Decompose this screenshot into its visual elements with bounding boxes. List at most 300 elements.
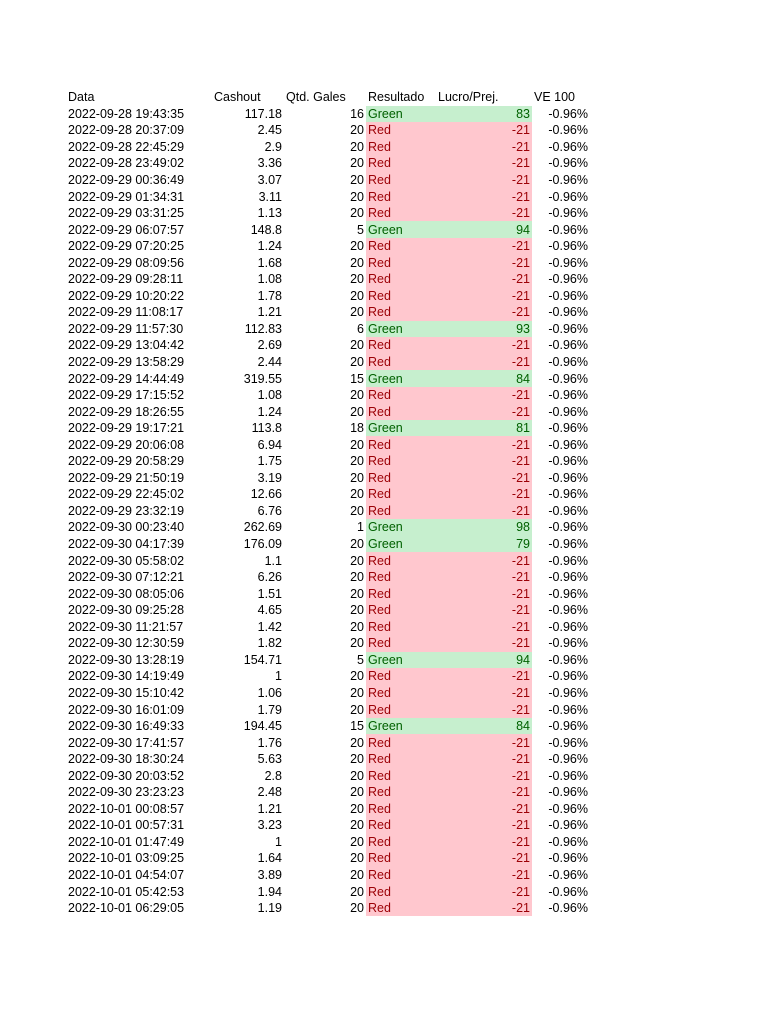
cell-lucro: -21 xyxy=(436,585,532,602)
cell-cashout: 2.8 xyxy=(264,768,282,783)
cell-cashout: 1.24 xyxy=(257,239,282,254)
cell-lucro: -21 xyxy=(436,403,532,420)
cell-ve: -0.96% xyxy=(548,503,588,518)
cell-cashout: 6.94 xyxy=(257,437,282,452)
cell-gales: 20 xyxy=(350,305,364,320)
cell-data: 2022-09-29 13:04:42 xyxy=(68,338,185,353)
table-row xyxy=(66,354,590,371)
cell-resultado: Red xyxy=(366,784,436,801)
cell-resultado: Red xyxy=(366,122,436,139)
cell-lucro: -21 xyxy=(436,602,532,619)
cell-cashout: 3.89 xyxy=(257,867,282,882)
cell-gales: 20 xyxy=(350,255,364,270)
cell-gales: 20 xyxy=(350,702,364,717)
cell-gales: 20 xyxy=(350,834,364,849)
cell-resultado: Red xyxy=(366,205,436,222)
cell-gales: 6 xyxy=(357,321,364,336)
cell-lucro: 84 xyxy=(436,370,532,387)
cell-resultado: Green xyxy=(366,652,436,669)
cell-ve: -0.96% xyxy=(548,106,588,121)
cell-lucro: -21 xyxy=(436,205,532,222)
cell-ve: -0.96% xyxy=(548,355,588,370)
cell-data: 2022-09-29 03:31:25 xyxy=(68,206,185,221)
cell-data: 2022-10-01 00:08:57 xyxy=(68,801,185,816)
table-row xyxy=(66,321,590,338)
cell-lucro: -21 xyxy=(436,817,532,834)
header-row xyxy=(66,89,590,106)
table-row xyxy=(66,519,590,536)
cell-ve: -0.96% xyxy=(548,520,588,535)
table-row xyxy=(66,420,590,437)
cell-resultado: Red xyxy=(366,387,436,404)
cell-cashout: 1 xyxy=(275,834,282,849)
cell-data: 2022-09-28 23:49:02 xyxy=(68,156,185,171)
cell-lucro: -21 xyxy=(436,850,532,867)
cell-ve: -0.96% xyxy=(548,305,588,320)
cell-lucro: -21 xyxy=(436,668,532,685)
table-row xyxy=(66,155,590,172)
cell-resultado: Green xyxy=(366,718,436,735)
cell-cashout: 3.19 xyxy=(257,470,282,485)
cell-lucro: -21 xyxy=(436,552,532,569)
cell-ve: -0.96% xyxy=(548,288,588,303)
table-row xyxy=(66,470,590,487)
cell-resultado: Red xyxy=(366,668,436,685)
cell-lucro: -21 xyxy=(436,122,532,139)
cell-ve: -0.96% xyxy=(548,404,588,419)
table-row xyxy=(66,337,590,354)
cell-ve: -0.96% xyxy=(548,619,588,634)
cell-lucro: 81 xyxy=(436,420,532,437)
cell-gales: 15 xyxy=(350,719,364,734)
cell-data: 2022-09-30 12:30:59 xyxy=(68,636,185,651)
cell-gales: 20 xyxy=(350,206,364,221)
cell-ve: -0.96% xyxy=(548,785,588,800)
cell-data: 2022-09-29 09:28:11 xyxy=(68,272,184,287)
cell-resultado: Red xyxy=(366,403,436,420)
cell-lucro: -21 xyxy=(436,436,532,453)
cell-cashout: 1 xyxy=(275,669,282,684)
cell-resultado: Red xyxy=(366,867,436,884)
cell-cashout: 113.8 xyxy=(251,421,282,436)
cell-ve: -0.96% xyxy=(548,487,588,502)
cell-lucro: -21 xyxy=(436,701,532,718)
cell-data: 2022-09-30 17:41:57 xyxy=(68,735,185,750)
cell-resultado: Red xyxy=(366,767,436,784)
cell-gales: 20 xyxy=(350,288,364,303)
cell-ve: -0.96% xyxy=(548,421,588,436)
cell-ve: -0.96% xyxy=(548,338,588,353)
cell-cashout: 1.19 xyxy=(257,901,282,916)
cell-gales: 20 xyxy=(350,818,364,833)
cell-lucro: 94 xyxy=(436,652,532,669)
cell-lucro: 83 xyxy=(436,106,532,123)
table-row xyxy=(66,850,590,867)
table-row xyxy=(66,288,590,305)
cell-resultado: Red xyxy=(366,238,436,255)
cell-lucro: 93 xyxy=(436,321,532,338)
cell-data: 2022-09-29 10:20:22 xyxy=(68,288,185,303)
cell-resultado: Red xyxy=(366,685,436,702)
cell-cashout: 1.94 xyxy=(257,884,282,899)
cell-cashout: 176.09 xyxy=(243,537,282,552)
cell-resultado: Red xyxy=(366,734,436,751)
cell-gales: 1 xyxy=(357,520,364,535)
table-row xyxy=(66,486,590,503)
header-resultado: Resultado xyxy=(368,90,425,105)
cell-gales: 20 xyxy=(350,636,364,651)
cell-resultado: Red xyxy=(366,635,436,652)
cell-lucro: 79 xyxy=(436,536,532,553)
cell-cashout: 4.65 xyxy=(257,603,282,618)
cell-data: 2022-09-30 23:23:23 xyxy=(68,785,185,800)
cell-lucro: -21 xyxy=(436,288,532,305)
cell-cashout: 1.64 xyxy=(257,851,282,866)
cell-ve: -0.96% xyxy=(548,139,588,154)
cell-cashout: 1.79 xyxy=(257,702,282,717)
table-row xyxy=(66,834,590,851)
cell-cashout: 2.9 xyxy=(264,139,282,154)
table-row xyxy=(66,817,590,834)
cell-resultado: Red xyxy=(366,619,436,636)
table-row xyxy=(66,172,590,189)
cell-cashout: 1.68 xyxy=(257,255,282,270)
cell-cashout: 3.07 xyxy=(257,173,282,187)
cell-resultado: Red xyxy=(366,486,436,503)
cell-ve: -0.96% xyxy=(548,901,588,916)
cell-data: 2022-10-01 03:09:25 xyxy=(68,851,185,866)
cell-cashout: 1.76 xyxy=(257,735,282,750)
table-row xyxy=(66,718,590,735)
cell-cashout: 1.51 xyxy=(257,586,282,601)
cell-ve: -0.96% xyxy=(548,867,588,882)
cell-resultado: Red xyxy=(366,701,436,718)
cell-data: 2022-10-01 04:54:07 xyxy=(68,867,185,882)
cell-lucro: -21 xyxy=(436,271,532,288)
cell-resultado: Red xyxy=(366,470,436,487)
cell-data: 2022-09-29 13:58:29 xyxy=(68,355,185,370)
cell-cashout: 1.13 xyxy=(257,206,282,221)
cell-gales: 20 xyxy=(350,768,364,783)
cell-cashout: 1.08 xyxy=(257,272,282,287)
cell-lucro: -21 xyxy=(436,834,532,851)
table-row xyxy=(66,801,590,818)
cell-gales: 20 xyxy=(350,619,364,634)
header-gales: Qtd. Gales xyxy=(286,90,346,105)
cell-data: 2022-09-29 17:15:52 xyxy=(68,388,185,403)
cell-lucro: -21 xyxy=(436,188,532,205)
cell-resultado: Green xyxy=(366,106,436,123)
table-row xyxy=(66,585,590,602)
cell-resultado: Red xyxy=(366,288,436,305)
cell-resultado: Red xyxy=(366,602,436,619)
cell-resultado: Red xyxy=(366,139,436,156)
table-row xyxy=(66,701,590,718)
cell-data: 2022-09-29 00:36:49 xyxy=(68,173,185,187)
header-data: Data xyxy=(68,90,95,105)
cell-ve: -0.96% xyxy=(548,818,588,833)
cell-cashout: 1.24 xyxy=(257,404,282,419)
table-row xyxy=(66,552,590,569)
cell-data: 2022-09-29 14:44:49 xyxy=(68,371,185,386)
results-table xyxy=(66,89,590,916)
cell-data: 2022-09-28 19:43:35 xyxy=(68,106,185,121)
cell-data: 2022-09-29 08:09:56 xyxy=(68,255,185,270)
cell-gales: 20 xyxy=(350,239,364,254)
cell-gales: 20 xyxy=(350,123,364,138)
cell-lucro: -21 xyxy=(436,883,532,900)
cell-resultado: Green xyxy=(366,536,436,553)
cell-gales: 20 xyxy=(350,537,364,552)
table-row xyxy=(66,900,590,917)
cell-cashout: 5.63 xyxy=(257,752,282,767)
table-row xyxy=(66,254,590,271)
table-row xyxy=(66,751,590,768)
table-row xyxy=(66,139,590,156)
table-row xyxy=(66,221,590,238)
cell-resultado: Green xyxy=(366,420,436,437)
cell-resultado: Red xyxy=(366,883,436,900)
cell-lucro: -21 xyxy=(436,734,532,751)
cell-gales: 20 xyxy=(350,553,364,568)
cell-lucro: -21 xyxy=(436,767,532,784)
cell-gales: 20 xyxy=(350,867,364,882)
table-row xyxy=(66,784,590,801)
cell-lucro: -21 xyxy=(436,254,532,271)
table-body xyxy=(66,106,590,917)
cell-cashout: 1.21 xyxy=(257,801,282,816)
cell-data: 2022-09-30 07:12:21 xyxy=(68,570,185,585)
cell-resultado: Red xyxy=(366,337,436,354)
cell-ve: -0.96% xyxy=(548,156,588,171)
table-row xyxy=(66,767,590,784)
cell-resultado: Red xyxy=(366,172,436,189)
cell-ve: -0.96% xyxy=(548,586,588,601)
cell-lucro: -21 xyxy=(436,751,532,768)
cell-lucro: -21 xyxy=(436,304,532,321)
cell-ve: -0.96% xyxy=(548,321,588,336)
cell-gales: 20 xyxy=(350,884,364,899)
cell-cashout: 2.69 xyxy=(257,338,282,353)
table-row xyxy=(66,602,590,619)
cell-data: 2022-10-01 06:29:05 xyxy=(68,901,185,916)
cell-resultado: Green xyxy=(366,221,436,238)
cell-resultado: Green xyxy=(366,519,436,536)
cell-cashout: 154.71 xyxy=(243,652,282,667)
cell-data: 2022-09-30 08:05:06 xyxy=(68,586,185,601)
cell-lucro: -21 xyxy=(436,619,532,636)
cell-cashout: 1.06 xyxy=(257,685,282,700)
cell-gales: 20 xyxy=(350,785,364,800)
cell-resultado: Red xyxy=(366,436,436,453)
cell-data: 2022-09-30 20:03:52 xyxy=(68,768,185,783)
table-row xyxy=(66,205,590,222)
table-row xyxy=(66,370,590,387)
table-row xyxy=(66,387,590,404)
cell-ve: -0.96% xyxy=(548,454,588,469)
cell-gales: 20 xyxy=(350,669,364,684)
cell-cashout: 112.83 xyxy=(244,321,282,336)
cell-gales: 20 xyxy=(350,801,364,816)
cell-lucro: -21 xyxy=(436,784,532,801)
cell-ve: -0.96% xyxy=(548,685,588,700)
cell-ve: -0.96% xyxy=(548,371,588,386)
cell-lucro: -21 xyxy=(436,337,532,354)
cell-ve: -0.96% xyxy=(548,768,588,783)
table-row xyxy=(66,668,590,685)
cell-resultado: Red xyxy=(366,503,436,520)
cell-cashout: 3.36 xyxy=(257,156,282,171)
cell-ve: -0.96% xyxy=(548,470,588,485)
cell-gales: 20 xyxy=(350,355,364,370)
cell-data: 2022-09-29 18:26:55 xyxy=(68,404,185,419)
cell-ve: -0.96% xyxy=(548,222,588,237)
cell-cashout: 6.26 xyxy=(257,570,282,585)
cell-ve: -0.96% xyxy=(548,123,588,138)
cell-lucro: -21 xyxy=(436,503,532,520)
table-row xyxy=(66,271,590,288)
cell-cashout: 1.82 xyxy=(257,636,282,651)
cell-ve: -0.96% xyxy=(548,752,588,767)
cell-data: 2022-09-30 16:01:09 xyxy=(68,702,185,717)
cell-gales: 20 xyxy=(350,735,364,750)
cell-ve: -0.96% xyxy=(548,884,588,899)
table-row xyxy=(66,436,590,453)
cell-cashout: 12.66 xyxy=(250,487,282,502)
cell-lucro: -21 xyxy=(436,172,532,189)
cell-cashout: 2.44 xyxy=(257,355,282,370)
cell-lucro: -21 xyxy=(436,453,532,470)
cell-data: 2022-10-01 00:57:31 xyxy=(68,818,185,833)
cell-data: 2022-09-30 13:28:19 xyxy=(68,652,185,667)
cell-ve: -0.96% xyxy=(548,702,588,717)
cell-ve: -0.96% xyxy=(548,437,588,452)
cell-ve: -0.96% xyxy=(548,189,588,204)
table-row xyxy=(66,503,590,520)
cell-cashout: 3.11 xyxy=(258,189,282,204)
cell-gales: 20 xyxy=(350,685,364,700)
cell-data: 2022-09-29 21:50:19 xyxy=(68,470,185,485)
cell-lucro: -21 xyxy=(436,867,532,884)
cell-resultado: Red xyxy=(366,254,436,271)
header-lucro: Lucro/Prej. xyxy=(438,90,499,105)
cell-ve: -0.96% xyxy=(548,272,588,287)
cell-lucro: -21 xyxy=(436,486,532,503)
cell-cashout: 6.76 xyxy=(257,503,282,518)
cell-lucro: -21 xyxy=(436,569,532,586)
cell-gales: 18 xyxy=(350,421,364,436)
cell-gales: 20 xyxy=(350,272,364,287)
cell-resultado: Red xyxy=(366,751,436,768)
cell-ve: -0.96% xyxy=(548,603,588,618)
cell-resultado: Red xyxy=(366,188,436,205)
cell-resultado: Red xyxy=(366,817,436,834)
table-row xyxy=(66,635,590,652)
cell-resultado: Red xyxy=(366,585,436,602)
cell-data: 2022-09-29 07:20:25 xyxy=(68,239,185,254)
cell-resultado: Red xyxy=(366,900,436,917)
cell-cashout: 1.75 xyxy=(257,454,282,469)
cell-lucro: -21 xyxy=(436,801,532,818)
cell-resultado: Red xyxy=(366,453,436,470)
cell-data: 2022-09-29 06:07:57 xyxy=(68,222,185,237)
cell-cashout: 2.45 xyxy=(257,123,282,138)
cell-ve: -0.96% xyxy=(548,537,588,552)
cell-gales: 20 xyxy=(350,156,364,171)
cell-resultado: Green xyxy=(366,321,436,338)
cell-gales: 20 xyxy=(350,454,364,469)
table-row xyxy=(66,685,590,702)
cell-resultado: Red xyxy=(366,304,436,321)
cell-gales: 5 xyxy=(357,222,364,237)
cell-cashout: 3.23 xyxy=(257,818,282,833)
cell-ve: -0.96% xyxy=(548,735,588,750)
cell-cashout: 1.78 xyxy=(257,288,282,303)
cell-resultado: Red xyxy=(366,552,436,569)
table-row xyxy=(66,619,590,636)
cell-data: 2022-09-29 22:45:02 xyxy=(68,487,185,502)
cell-data: 2022-09-29 20:06:08 xyxy=(68,437,185,452)
cell-data: 2022-09-30 14:19:49 xyxy=(68,669,185,684)
cell-gales: 20 xyxy=(350,603,364,618)
cell-cashout: 194.45 xyxy=(243,719,282,734)
cell-lucro: -21 xyxy=(436,635,532,652)
cell-resultado: Red xyxy=(366,271,436,288)
header-cashout: Cashout xyxy=(214,90,261,105)
cell-data: 2022-09-29 23:32:19 xyxy=(68,503,185,518)
cell-cashout: 2.48 xyxy=(257,785,282,800)
table-row xyxy=(66,867,590,884)
cell-resultado: Green xyxy=(366,370,436,387)
cell-data: 2022-09-30 00:23:40 xyxy=(68,520,185,535)
cell-ve: -0.96% xyxy=(548,636,588,651)
cell-resultado: Red xyxy=(366,569,436,586)
cell-resultado: Red xyxy=(366,155,436,172)
cell-resultado: Red xyxy=(366,354,436,371)
cell-data: 2022-10-01 01:47:49 xyxy=(68,834,185,849)
table-row xyxy=(66,734,590,751)
cell-data: 2022-09-30 04:17:39 xyxy=(68,537,185,552)
cell-lucro: -21 xyxy=(436,139,532,156)
cell-lucro: -21 xyxy=(436,387,532,404)
cell-gales: 20 xyxy=(350,470,364,485)
cell-data: 2022-09-28 20:37:09 xyxy=(68,123,185,138)
cell-lucro: -21 xyxy=(436,354,532,371)
cell-data: 2022-09-30 15:10:42 xyxy=(68,685,185,700)
cell-lucro: -21 xyxy=(436,900,532,917)
cell-lucro: -21 xyxy=(436,238,532,255)
cell-gales: 20 xyxy=(350,901,364,916)
cell-cashout: 117.18 xyxy=(244,106,282,121)
table-row xyxy=(66,106,590,123)
cell-gales: 20 xyxy=(350,570,364,585)
table-row xyxy=(66,453,590,470)
cell-gales: 16 xyxy=(350,106,364,121)
cell-gales: 20 xyxy=(350,851,364,866)
cell-cashout: 262.69 xyxy=(243,520,282,535)
cell-lucro: 98 xyxy=(436,519,532,536)
cell-ve: -0.96% xyxy=(548,388,588,403)
cell-data: 2022-09-30 16:49:33 xyxy=(68,719,185,734)
cell-data: 2022-09-29 11:08:17 xyxy=(68,305,184,320)
table-row xyxy=(66,238,590,255)
table-row xyxy=(66,569,590,586)
cell-cashout: 148.8 xyxy=(250,222,282,237)
cell-gales: 20 xyxy=(350,189,364,204)
table-row xyxy=(66,403,590,420)
cell-ve: -0.96% xyxy=(548,206,588,221)
table-row xyxy=(66,536,590,553)
